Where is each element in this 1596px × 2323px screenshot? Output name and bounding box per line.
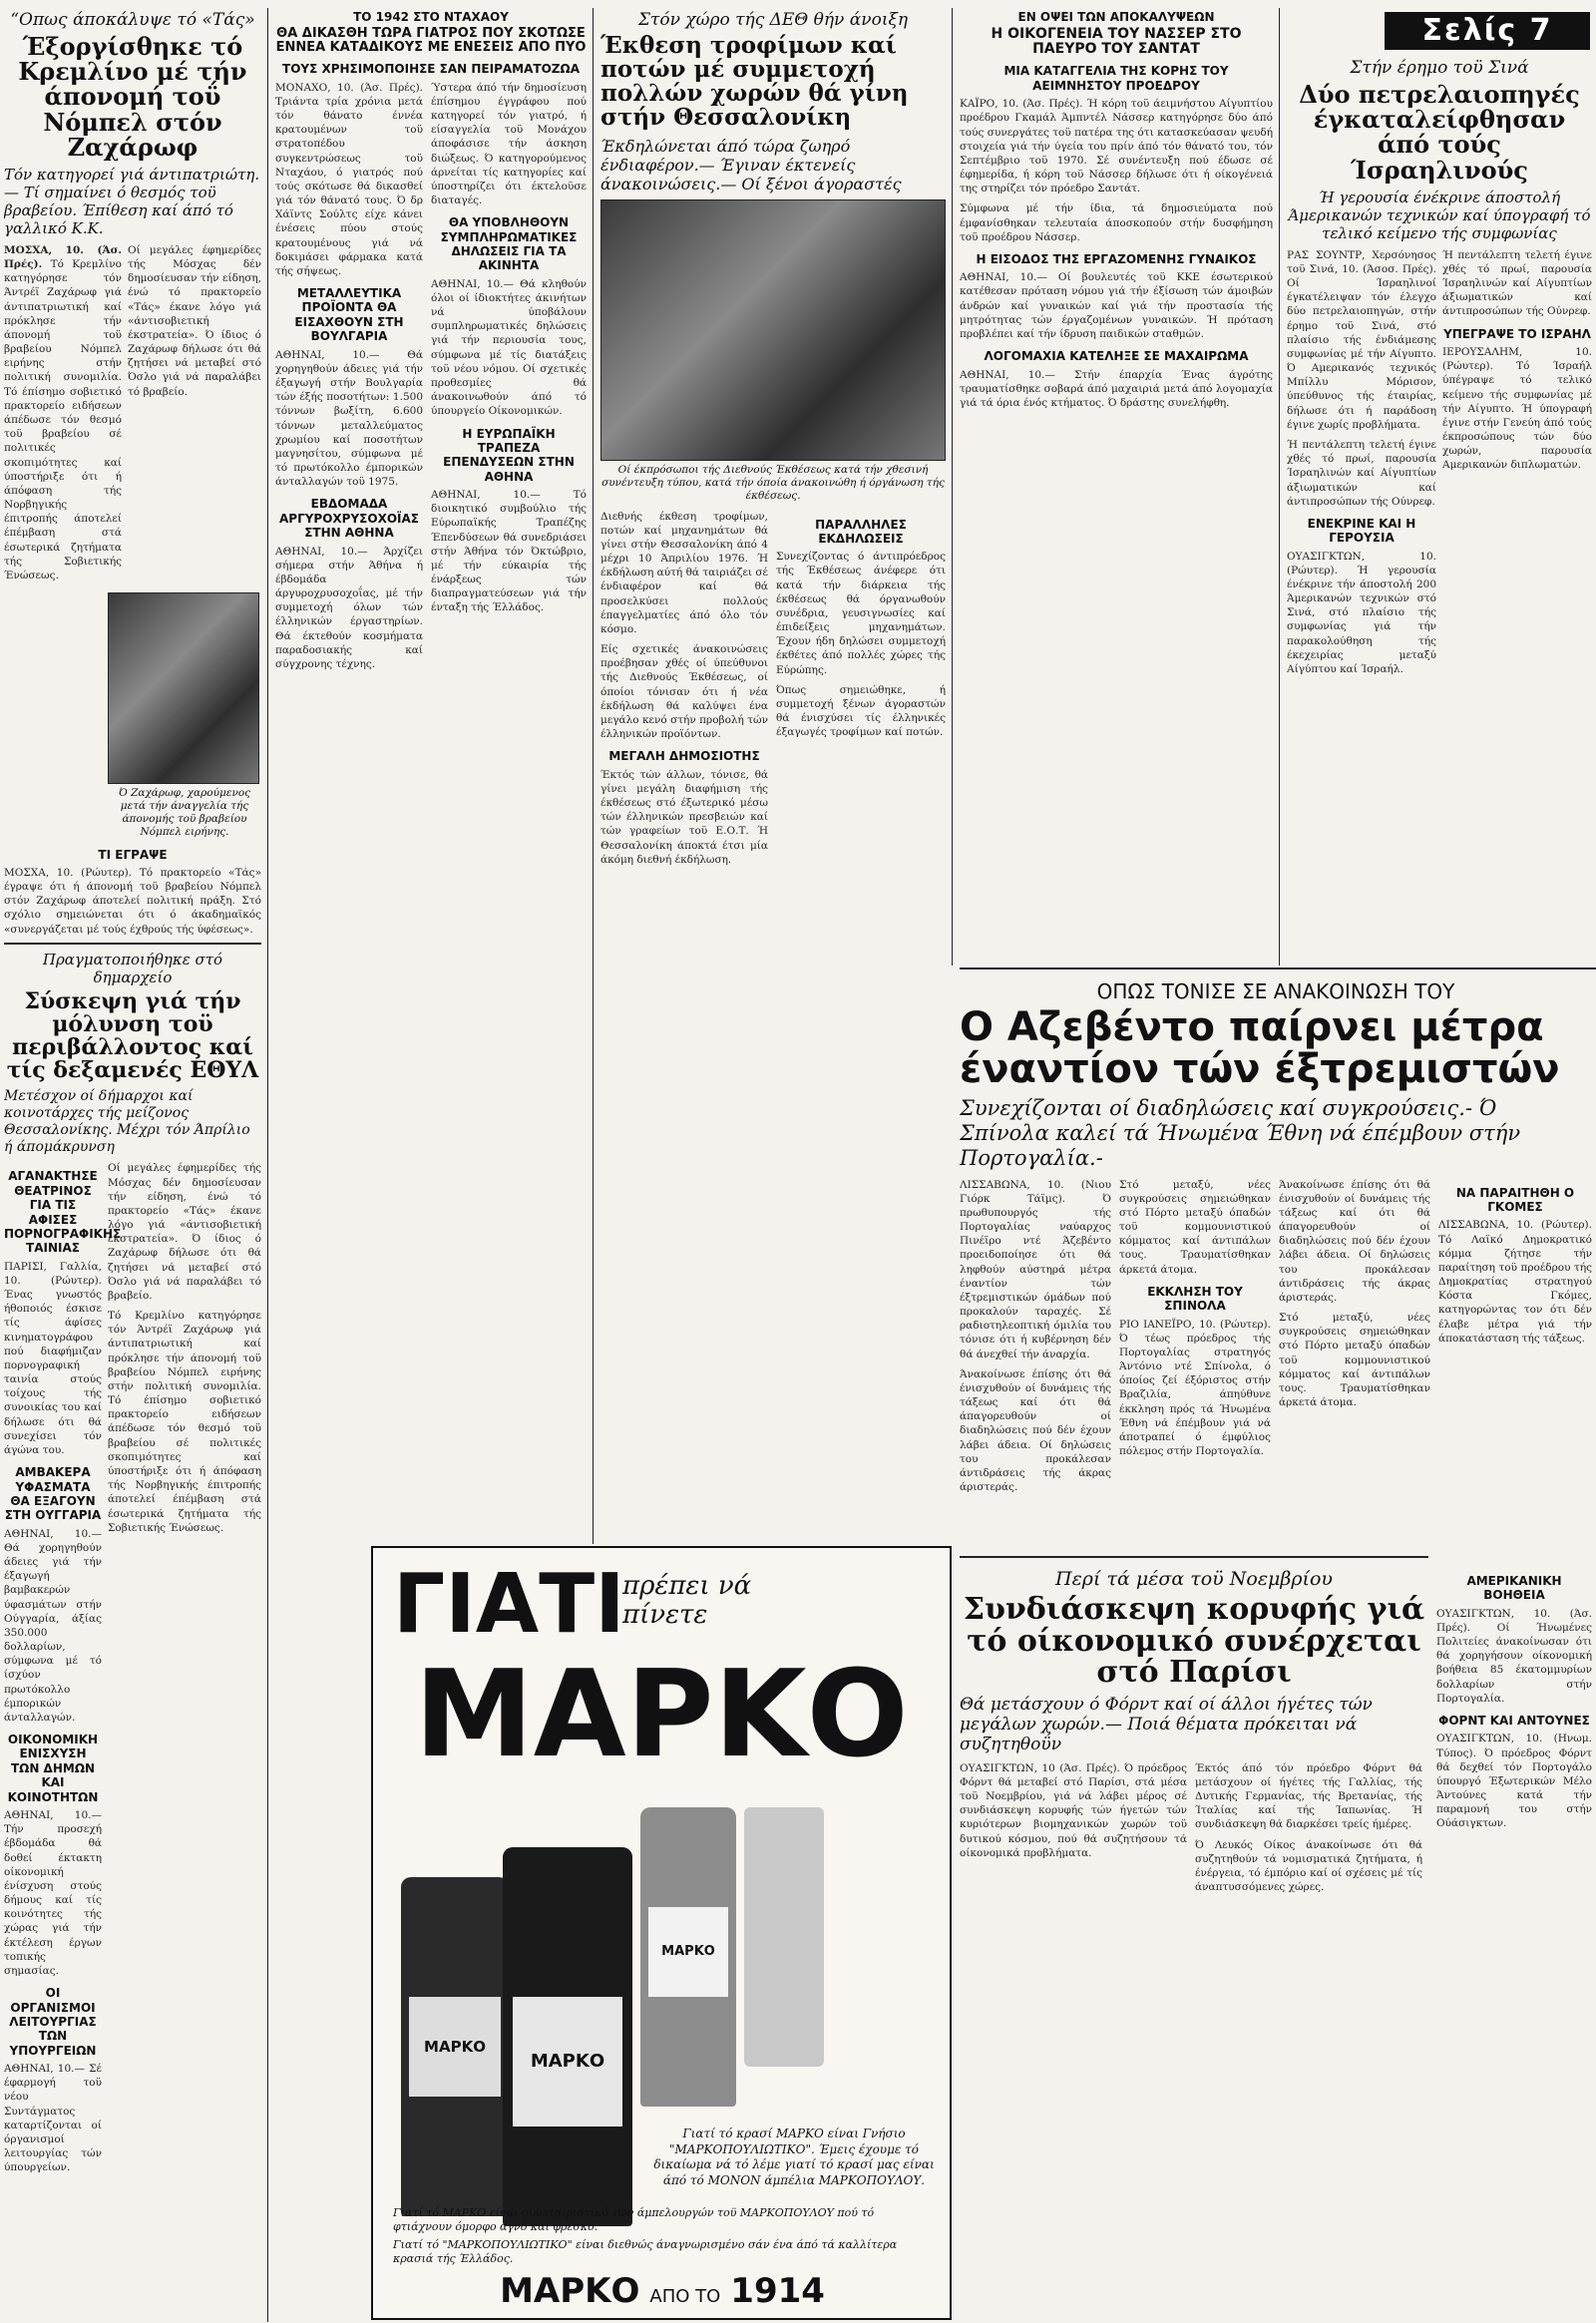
bottle-label: ΜΑΡΚΟ xyxy=(648,1907,728,1997)
ad-text-2: Γιατί τό ΜΑΡΚΟ είναι συνεταιριστικό τών άμπελουργών τοϋ ΜΑΡΚΟΠΟΥΛΟΥ πού τό φτιάχνουν όμορφο άγνό καί φρέσκο. xyxy=(393,2206,875,2234)
article-body: ΟΥΑΣΙΓΚΤΩΝ, 10 (Άσ. Πρές). Ό πρόεδρος Φόρντ θά μεταβεί στό Παρίσι, στά μέσα τοϋ Νοεμβρίου, γιά νά λάβει μέρος σέ συνδιάσκεψη κορυφής τών ήγετών τών κυριότερων βιομηχανικών χωρών τοϋ δυτικού κόσμου, πού θά συζητήσουν τά οίκονομικά προβλήματα. xyxy=(960,1761,1187,1859)
article-body: ΜΟΝΑΧΟ, 10. (Άσ. Πρές). Τριάντα τρία χρόνια μετά τόν θάνατο έννέα κρατουμένων τοϋ στρατοπέδου συγκεντρώσεως τοϋ Νταχάου, ό γιατρός πού τούς σκότωσε θά δικασθεί γιά τόν θάνατό τους. Ό δρ Χάϊντς Σούλτς είχε κάνει ένέσεις πύου στούς κρατουμένους γιά νά δοκιμάσει φάρμακα κατά τής σήψεως. xyxy=(275,81,423,277)
article-body: Σύμφωνα μέ τήν ίδια, τά δημοσιεύματα πού έμφανίσθηκαν τελευταία άποσκοπούν στήν δυσφήμηση τοϋ προέδρου Νάσσερ. xyxy=(960,202,1273,243)
article-body: ΑΘΗΝΑΙ, 10.— Στήν έπαρχία Ένας άγρότης τραυματίσθηκε σοβαρά άπό μαχαιριά μετά άπό λογομαχία γιά τά όρια ένός κτήματος. Ό δράστης συνελήφθη. xyxy=(960,368,1273,409)
bottle-right xyxy=(640,1807,736,2107)
article-body: ΑΘΗΝΑΙ, 10.— Οί βουλευτές τοϋ ΚΚΕ έσωτερικού κατέθεσαν πρόταση νόμου γιά τήν έξίσωση τών άμοιβών άνδρών καί γυναικών καί γιά τήν προστασία τής μητρότητας τών έργαζομένων γυναικών. Ή πρόταση προβλέπει καί τήν ίδρυση παιδικών σταθμών. xyxy=(960,271,1273,340)
section-rule xyxy=(960,968,1596,969)
ad-footer-year: 1914 xyxy=(730,2271,825,2311)
headline-summit: Συνδιάσκεψη κορυφής γιά τό οίκονομικό συνέρχεται στό Παρίσι xyxy=(963,1592,1425,1690)
subhead: ΠΑΡΑΛΛΗΛΕΣ ΕΚΔΗΛΩΣΕΙΣ xyxy=(815,517,907,546)
kicker: ΟΠΩΣ ΤΟΝΙΣΕ ΣΕ ΑΝΑΚΟΙΝΩΣΗ ΤΟΥ xyxy=(1096,979,1455,1003)
ad-text-3: Γιατί τό "ΜΑΡΚΟΠΟΥΛΙΩΤΙΚΟ" είναι διεθνώς άναγνωρισμένο σάν ένα άπό τά καλλίτερα κρασιά τής Έλλάδος. xyxy=(393,2238,898,2266)
article-body: Τό Κρεμλίνο κατηγόρησε τόν Άντρέϊ Ζαχάρωφ γιά άντιπατριωτική καί πρόκλησε τήν άπονομή τοϋ βραβείου Νόμπελ ειρήνης στήν πολιτική συνομιλία. Τό έπίσημο σοβιετικό πρακτορείο ειδήσεων άπέδωσε τόν θεσμό τοϋ βραβείου σέ πολιτικές σκοπιμότητες καί ύποστήριξε ότι ή άπόφαση τής Νορβηγικής έπιτροπής άποτελεί έπέμβαση στά έσωτερικά ζητήματα τής Σοβιετικής Ένώσεως. xyxy=(108,1310,261,1534)
article-body: ΟΥΑΣΙΓΚΤΩΝ, 10. (Ρώυτερ). Ή γερουσία ένέκρινε τήν άποστολή 200 Άμερικανών τεχνικών στό Σινά, στό πλαίσιο τής συμφωνίας γιά τήν παρακολούθηση τής έκεχειρίας μεταξύ Αίγύπτου καί Ίσραήλ. xyxy=(1287,550,1436,675)
subhead: ΕΒΔΟΜΑΔΑ ΑΡΓΥΡΟΧΡΥΣΟΧΟΪΑΣ ΣΤΗΝ ΑΘΗΝΑ xyxy=(279,497,419,541)
ad-must-drink: πρέπει νά πίνετε xyxy=(622,1571,752,1630)
article-body: ΟΥΑΣΙΓΚΤΩΝ, 10. (Άσ. Πρές). Οί Ήνωμένες Πολιτείες άνακοίνωσαν ότι θά χορηγήσουν οίκονομική βοήθεια 85 έκατομμυρίων δολλαρίων στήν Πορτογαλία. xyxy=(1436,1607,1592,1705)
deck: Συνεχίζονται οί διαδηλώσεις καί συγκρούσεις.- Ό Σπίνολα καλεί τά Ήνωμένα Έθνη νά έπέμβουν στήν Πορτογαλία.- xyxy=(960,1096,1521,1171)
article-body: Συνεχίζοντας ό άντιπρόεδρος τής Έκθέσεως άνέφερε ότι κατά τήν διάρκεια τής έκθέσεως θά όργανωθούν συνέδρια, γευσιγνωσίες καί έπιδείξεις μηχανημάτων. Έχουν ήδη δηλώσει συμμετοχή έκθέτες άπό πολλές χώρες τής Εύρώπης. xyxy=(776,551,946,676)
subhead: ΘΑ ΥΠΟΒΛΗΘΟΥΝ ΣΥΜΠΛΗΡΩΜΑΤΙΚΕΣ ΔΗΛΩΣΕΙΣ ΓΙΑ ΤΑ ΑΚΙΝΗΤΑ xyxy=(440,215,578,273)
article-body: ΑΘΗΝΑΙ, 10.— Σέ έφαρμογή τοϋ νέου Συντάγματος καταρτίζονται οί όργανισμοί λειτουργίας τών ύπουργείων. xyxy=(4,2063,102,2174)
column-1 xyxy=(4,8,261,2318)
column-rule xyxy=(952,8,953,966)
column-rule xyxy=(267,8,268,2322)
deck: Θά μετάσχουν ό Φόρντ καί οί άλλοι ήγέτες τών μεγάλων χωρών.— Ποιά θέματα πρόκειται νά συζητηθοΰν xyxy=(960,1694,1373,1755)
subhead: ΛΟΓΟΜΑΧΙΑ ΚΑΤΕΛΗΞΕ ΣΕ ΜΑΧΑΙΡΩΜΑ xyxy=(984,349,1249,364)
ad-text-1: Γιατί τό κρασί ΜΑΡΚΟ είναι Γνήσιο "ΜΑΡΚΟΠΟΥΛΙΩΤΙΚΟ". Έμεις έχουμε τό δικαίωμα νά τό λέμε γιατί τό κρασί μας είναι άπό τό ΜΟΝΟΝ άμπέλια ΜΑΡΚΟΠΟΥΛΟΥ. xyxy=(653,2127,935,2187)
column-rule xyxy=(1279,8,1280,966)
subhead: Η ΕΙΣΟΔΟΣ ΤΗΣ ΕΡΓΑΖΟΜΕΝΗΣ ΓΥΝΑΙΚΟΣ xyxy=(976,251,1257,266)
headline-azevedo: Ο Αζεβέντο παίρνει μέτρα έναντίον τών έξτρεμιστών xyxy=(960,1004,1560,1092)
kicker: ΕΝ ΟΨΕΙ ΤΩΝ ΑΠΟΚΑΛΥΨΕΩΝ xyxy=(1017,10,1215,24)
deck: Έκδηλώνεται άπό τώρα ζωηρό ένδιαφέρον.— Έγιναν έκτενείς άνακοινώσεις.— Οί ξένοι άγοραστές xyxy=(600,136,902,194)
subhead: ΜΕΓΑΛΗ ΔΗΜΟΣΙΟΤΗΣ xyxy=(608,749,760,764)
article-body: Άνακοίνωσε έπίσης ότι θά ένισχυθούν οί δυνάμεις τής τάξεως καί ότι θά άπαγορευθούν οί διαδηλώσεις πού δέν έχουν λάβει άδεια. Οί δηλώσεις του προκάλεσαν άντιδράσεις τής άκρας άριστεράς. xyxy=(1279,1178,1430,1304)
kicker: Περί τά μέσα τοϋ Νοεμβρίου xyxy=(1055,1568,1333,1590)
article-body: Έκτός άπό τόν πρόεδρο Φόρντ θά μετάσχουν οί ήγέτες τής Γαλλίας, τής Δυτικής Γερμανίας, τής Βρετανίας, τής Ίταλίας καί τής Ίαπωνίας. Ή συνδιάσκεψη θά διαρκέσει τρείς ήμέρες. xyxy=(1195,1761,1422,1831)
kicker: ΤΟ 1942 ΣΤΟ ΝΤΑΧΑΟΥ xyxy=(353,10,509,24)
kicker: Πραγματοποιήθηκε στό δημαρχείο xyxy=(42,950,223,986)
headline-kremlin: Έξοργίσθηκε τό Κρεμλίνο μέ τήν άπονομή τοΰ Νόμπελ στόν Ζαχάρωφ xyxy=(18,32,247,162)
headline-food-expo: Έκθεση τροφίμων καί ποτών μέ συμμετοχή πολλών χωρών θά γίνη στήν Θεσσαλονίκη xyxy=(600,32,909,132)
article-body: Διεθνής έκθεση τροφίμων, ποτών καί μηχανημάτων θά γίνει στήν Θεσσαλονίκη άπό 4 μέχρι 10 Άπριλίου 1976. Ή έκδήλωση αύτή θά ταιριάζει σέ ένδιαφέρον καί θά προσελκύσει πολλούς έπαγγελματίες άπό όλο τόν κόσμο. xyxy=(600,510,768,635)
sakharov-photo xyxy=(108,592,259,784)
article-body: Ύστερα άπό τήν δημοσίευση έπίσημου έγγράφου πού κατηγορεί τόν γιατρό, ή είσαγγελία τοϋ Μονάχου άποφάσισε τήν άσκηση διώξεως. Ό κατηγορούμενος άρνείται τίς κατηγορίες καί ύποστηρίζει ότι έκτελοϋσε διαταγές. xyxy=(431,81,587,207)
article-body: Οί μεγάλες έφημερίδες τής Μόσχας δέν δημοσίευσαν τήν είδηση, ένώ τό πρακτορείο «Τάς» έκανε λόγο γιά «άντισοβιετική έκστρατεία». Ό ίδιος ό Ζαχάρωφ δήλωσε ότι θά ζητήσει νά μεταβεί στό Όσλο γιά νά παραλάβει τό βραβείο. xyxy=(108,1162,261,1302)
subhead: ΤΟΥΣ ΧΡΗΣΙΜΟΠΟΙΗΣΕ ΣΑΝ ΠΕΙΡΑΜΑΤΟΖΩΑ xyxy=(282,62,580,77)
article-body: Ό Λευκός Οίκος άνακοίνωσε ότι θά συζητηθούν τά νομισματικά ζητήματα, ή ένέργεια, τό έμπόριο καί οί σχέσεις μέ τίς άναπτυσσόμενες χώρες. xyxy=(1195,1838,1422,1894)
article-body: Ή πεντάλεπτη τελετή έγινε χθές τό πρωί, παρουσία Ίσραηλινών καί Αίγυπτίων άξιωματικών καί άντιπροσώπων τής Ούνρεφ. xyxy=(1287,438,1436,508)
article-body: Στό μεταξύ, νέες συγκρούσεις σημειώθηκαν στό Πόρτο μεταξύ όπαδών τοϋ κομμουνιστικού κόμματος καί άντιπάλων τους. Τραυματίσθηκαν άρκετά άτομα. xyxy=(1119,1178,1271,1276)
subhead: ΕΝΕΚΡΙΝΕ ΚΑΙ Η ΓΕΡΟΥΣΙΑ xyxy=(1307,516,1416,546)
deck: Μετέσχον οί δήμαρχοι καί κοινοτάρχες τής μείζονος Θεσσαλονίκης. Μέχρι τόν Άπρίλιο ή άπομάκρυνση xyxy=(4,1088,250,1155)
bottle-label: ΜΑΡΚΟ xyxy=(513,1997,622,2127)
article-body: Έκτός τών άλλων, τόνισε, θά γίνει μεγάλη διαφήμιση τής έκθέσεως στό έξωτερικό μέσω τών έλληνικών πρεσβειών καί τών γραφείων τοϋ Ε.Ο.Τ. Ή Θεσσαλονίκη άποκτά έτσι μία άκόμη διεθνή έκδήλωση. xyxy=(600,768,768,866)
column-2 xyxy=(275,8,587,1534)
article-body: Στό μεταξύ, νέες συγκρούσεις σημειώθηκαν στό Πόρτο μεταξύ όπαδών τοϋ κομμουνιστικού κόμματος καί άντιπάλων τους. Τραυματίσθηκαν άρκετά άτομα. xyxy=(1279,1312,1430,1409)
photo-caption: Οί έκπρόσωποι τής Διεθνούς Έκθέσεως κατά τήν χθεσινή συνέντευξη τύπου, κατά τήν όποία άνακοινώθη ή όργάνωση τής έκθέσεως. xyxy=(601,464,945,503)
subhead: ΟΙΚΟΝΟΜΙΚΗ ΕΝΙΣΧΥΣΗ ΤΩΝ ΔΗΜΩΝ ΚΑΙ ΚΟΙΝΟΤΗΤΩΝ xyxy=(7,1733,99,1804)
article-body: ΜΟΣΧΑ, 10. (Ρώυτερ). Τό πρακτορείο «Τάς» έγραψε ότι ή άπονομή τοϋ βραβείου Νόμπελ στόν Ζαχάρωφ άποτελεί πολιτική πράξη. Στό σχόλιο σημειώνεται ότι ό άκαδημαϊκός «συνεργάζεται μέ τούς έχθρούς τής ύφέσεως». xyxy=(4,866,261,936)
subhead: ΥΠΕΓΡΑΨΕ ΤΟ ΙΣΡΑΗΛ xyxy=(1443,326,1591,341)
deck: Τόν κατηγορεί γιά άντιπατριώτη.— Τί σημαίνει ό θεσμός τοϋ βραβείου. Έπίθεση καί άπό τό γαλλικό Κ.Κ. xyxy=(4,165,260,237)
ad-footer xyxy=(433,2271,892,2311)
kicker: “Οπως άποκάλυψε τό «Τάς» xyxy=(10,10,255,30)
deck: Ή γερουσία ένέκρινε άποστολή Άμερικανών τεχνικών καί ύπογραφή τό τελικό κείμενο τής συμφωνίας xyxy=(1288,188,1591,242)
article-body: Όπως σημειώθηκε, ή συμμετοχή ξένων άγοραστών θά ένισχύσει τίς έλληνικές έξαγωγές τροφίμων καί ποτών. xyxy=(776,683,946,739)
headline-pollution: Σύσκεψη γιά τήν μόλυνση τοϋ περιβάλλοντος καί τίς δεξαμενές ΕΘΥΛ xyxy=(6,987,259,1084)
ad-footer-brand: ΜΑΡΚΟ xyxy=(500,2271,640,2311)
column-3 xyxy=(600,8,946,1285)
article-body: ΑΘΗΝΑΙ, 10.— Άρχίζει σήμερα στήν Άθήνα ή έβδομάδα άργυροχρυσοχοΐας, μέ τήν συμμετοχή όλων τών έλληνικών έργαστηρίων. Θά έκτεθούν κοσμήματα παραδοσιακής καί σύγχρονης τέχνης. xyxy=(275,545,423,670)
subhead: ΦΟΡΝΤ ΚΑΙ ΑΝΤΟΥΝΕΣ xyxy=(1438,1713,1590,1728)
article-body: ΑΘΗΝΑΙ, 10.— Τό διοικητικό συμβούλιο τής Εύρωπαϊκής Τραπέζης Έπενδύσεων θά συνεδριάσει στήν Άθήνα τόν Όκτώβριο, μέ τήν εύκαιρία τής ένάρξεως τών διαπραγματεύσεων γιά τήν ένταξη τής Έλλάδος. xyxy=(431,489,587,614)
kicker: Στόν χώρο τής ΔΕΘ θήν άνοιξη xyxy=(637,10,909,30)
subhead: ΑΓΑΝΑΚΤΗΣΕ ΘΕΑΤΡΙΝΟΣ ΓΙΑ ΤΙΣ ΑΦΙΣΕΣ ΠΟΡΝΟΓΡΑΦΙΚΗΣ ΤΑΙΝΙΑΣ xyxy=(4,1169,122,1256)
press-conference-photo xyxy=(600,199,946,461)
article-body: ΡΙΟ ΙΑΝΕΪΡΟ, 10. (Ρώυτερ). Ό τέως πρόεδρος τής Πορτογαλίας στρατηγός Άντόνιο ντέ Σπίνολα, ό όποίος ζεί έξόριστος στήν Βραζιλία, άπηύθυνε έκκληση πρός τά Ήνωμένα Έθνη νά έπέμβουν γιά νά άποτραπεί ό έμφύλιος πόλεμος στήν Πορτογαλία. xyxy=(1119,1318,1271,1458)
portugal-continuation xyxy=(1436,1566,1592,2314)
ad-brand: ΜΑΡΚΟ xyxy=(414,1646,909,1784)
subhead: Η ΕΥΡΩΠΑΪΚΗ ΤΡΑΠΕΖΑ ΕΠΕΝΔΥΣΕΩΝ ΣΤΗΝ ΑΘΗΝΑ xyxy=(443,426,575,484)
article-body: Είς σχετικές άνακοινώσεις προέβησαν χθές οί ύπεύθυνοι τής Διεθνούς Έκθέσεως, οί όποίοι τόνισαν ότι ή νέα έκδήλωση θά καλύψει ένα μεγάλο κενό στήν προβολή τών έλληνικών προϊόντων. xyxy=(600,643,768,741)
article-body: Οί μεγάλες έφημερίδες τής Μόσχας δέν δημοσίευσαν τήν είδηση, ένώ τό πρακτορείο «Τάς» έκανε λόγο γιά «άντισοβιετική έκστρατεία». Ό ίδιος ό Ζαχάρωφ δήλωσε ότι θά ζητήσει νά μεταβεί στό Όσλο γιά νά παραλάβει τό βραβείο. xyxy=(128,243,261,398)
photo-caption: Ό Ζαχάρωφ, χαρούμενος μετά τήν άναγγελία τής άπονομής τοϋ βραβείου Νόμπελ ειρήνης. xyxy=(118,787,251,839)
subhead: ΑΜΕΡΙΚΑΝΙΚΗ ΒΟΗΘΕΙΑ xyxy=(1466,1574,1562,1603)
headline-nasser: Η ΟΙΚΟΓΕΝΕΙΑ ΤΟΥ ΝΑΣΣΕΡ ΣΤΟ ΠΑΕΥΡΟ ΤΟΥ ΣΑΝΤΑΤ xyxy=(991,26,1242,57)
article-body: Ή πεντάλεπτη τελετή έγινε χθές τό πρωί, παρουσία Ίσραηλινών καί Αίγυπτίων άξιωματικών καί άντιπροσώπων τής Ούνρεφ. xyxy=(1442,248,1592,318)
headline-dachau: ΘΑ ΔΙΚΑΣΘΗ ΤΩΡΑ ΓΙΑΤΡΟΣ ΠΟΥ ΣΚΟΤΩΣΕ ΕΝΝΕΑ ΚΑΤΑΔΙΚΟΥΣ ΜΕ ΕΝΕΣΕΙΣ ΑΠΟ ΠΥΟ xyxy=(275,26,587,55)
article-body: ΟΥΑΣΙΓΚΤΩΝ, 10. (Ηνωμ. Τύπος). Ό πρόεδρος Φόρντ θά δεχθεί τόν Πορτογάλο ύπουργό Έξωτερικών Μέλο Άντούνες κατά τήν παραμονή του στήν Ούάσιγκτων. xyxy=(1436,1733,1592,1830)
article-body: ΑΘΗΝΑΙ, 10.— Τήν προσεχή έβδομάδα θά δοθεί έκτακτη οίκονομική ένίσχυση στούς δήμους καί τίς κοινότητες τής χώρας γιά τήν έκτέλεση έργων τοπικής σημασίας. xyxy=(4,1809,102,1977)
bottle-label: ΜΑΡΚΟ xyxy=(409,1997,501,2097)
dateline: ΜΟΣΧΑ, 10. (Άσ. Πρές). xyxy=(4,243,122,271)
article-body: ΑΘΗΝΑΙ, 10.— Θά κληθούν όλοι οί ίδιοκτήτες άκινήτων νά ύποβάλουν συμπληρωματικές δηλώσεις γιά τήν περιουσία τους, σύμφωνα μέ τίς διατάξεις τοϋ νέου νόμου. Οί σχετικές προθεσμίες θά άνακοινωθούν άπό τό ύπουργείο Οίκονομικών. xyxy=(431,277,587,418)
article-body: ΚΑΪΡΟ, 10. (Άσ. Πρές). Ή κόρη τοϋ άειμνήστου Αίγυπτίου προέδρου Γκαμάλ Άμπντέλ Νάσσερ κατηγόρησε δύο άπό τούς συνεργάτες τοϋ πατέρα της ότι κατασκεύασαν ψευδή στοιχεία γιά τήν ύγεία του πρίν άπό τόν θάνατό του, τόν Σεπτέμβριο τοϋ 1970. Σέ συνέντευξη πού έδωσε σέ έφημερίδα, ή κόρη τοϋ Νάσσερ δήλωσε ότι ή οίκογένειά της στηρίζει τόν πρόεδρο Σαντάτ. xyxy=(960,98,1273,195)
article-body: Άνακοίνωσε έπίσης ότι θά ένισχυθούν οί δυνάμεις τής τάξεως καί ότι θά άπαγορευθούν οί διαδηλώσεις πού δέν έχουν λάβει άδεια. Οί δηλώσεις του προκάλεσαν άντιδράσεις τής άκρας άριστεράς. xyxy=(960,1367,1111,1494)
marko-wine-ad xyxy=(371,1546,952,2320)
column-5 xyxy=(1287,56,1592,964)
bottle-left xyxy=(401,1877,509,2216)
bottle-back xyxy=(744,1807,824,2067)
page-number-logo: Σελίς 7 xyxy=(1385,12,1590,50)
subhead: ΜΕΤΑΛΛΕΥΤΙΚΑ ΠΡΟΪΟΝΤΑ ΘΑ ΕΙΣΑΧΘΟΥΝ ΣΤΗ ΒΟΥΛΓΑΡΙΑ xyxy=(294,286,404,344)
article-body: ΛΙΣΣΑΒΩΝΑ, 10. (Νιου Γιόρκ Τάϊμς). Ό πρωθυπουργός τής Πορτογαλίας ναύαρχος Πινέϊρο ντέ Άζεβέντο προειδοποίησε ότι θά ληφθούν αύστηρά μέτρα έναντίον τών έξτρεμιστικών όμάδων πού προκαλούν ταραχές. Σέ ραδιοτηλεοπτική όμιλία του τόνισε ότι ή κυβέρνηση δέν θά άνεχθεί τήν άναρχία. xyxy=(960,1178,1111,1360)
article-body: ΑΘΗΝΑΙ, 10.— Θά χορηγηθούν άδειες γιά τήν έξαγωγή στήν Βουλγαρία τών έξής ποσοτήτων: 1.500 τόννων βωξίτη, 6.600 τόννων μεταλλεύματος χρωμίου καί ποσοτήτων μαγνησίτου, σύμφωνα μέ τό πρωτόκολλο έμπορικών άνταλλαγών τοϋ 1975. xyxy=(275,348,423,489)
article-body: ΡΑΣ ΣΟΥΝΤΡ, Χερσόνησος τοϋ Σινά, 10. (Άσοσ. Πρές). Οί Ίσραηλινοί έγκατέλειψαν τόν έλεγχο δύο πετρελαιοπηγών, στήν έρημο τοϋ Σινά, στό πλαίσιο τής ένδιάμεσης συμφωνίας μέ τήν Αίγυπτο. Ό Αμερικανός τεχνικός Μπίλλυ Μόρισον, ύπεύθυνος τής έταιρίας, δήλωσε ότι ή παράδοση έγινε χωρίς προβλήματα. xyxy=(1287,248,1436,431)
subhead: ΤΙ ΕΓΡΑΨΕ xyxy=(98,847,168,862)
article-body: ΛΙΣΣΑΒΩΝΑ, 10. (Ρώυτερ). Τό Λαϊκό Δημοκρατικό κόμμα ζήτησε τήν παραίτηση τοϋ προέδρου τής Δημοκρατίας στρατηγού Κόστα Γκόμες, κατηγορώντας τον ότι δέν έλαβε μέτρα γιά τήν άποκατάσταση τής τάξεως. xyxy=(1438,1219,1592,1345)
bottle-center xyxy=(503,1847,632,2226)
ad-footer-since: ΑΠΟ ΤΟ xyxy=(649,2286,721,2307)
subhead: ΑΜΒΑΚΕΡΑ ΥΦΑΣΜΑΤΑ ΘΑ ΕΞΑΓΟΥΝ ΣΤΗ ΟΥΓΓΑΡΙΑ xyxy=(4,1465,102,1523)
column-rule xyxy=(593,8,594,1544)
article-body: ΑΘΗΝΑΙ, 10.— Θά χορηγηθούν άδειες γιά τήν έξαγωγή βαμβακερών ύφασμάτων στήν Ούγγαρία, άξίας 350.000 δολλαρίων, σύμφωνα μέ τό ίσχύον πρωτόκολλο έμπορικών άνταλλαγών. xyxy=(4,1527,102,1724)
subhead: ΝΑ ΠΑΡΑΙΤΗΘΗ Ο ΓΚΟΜΕΣ xyxy=(1455,1185,1575,1214)
article-body: ΠΑΡΙΣΙ, Γαλλία, 10. (Ρώυτερ). Ένας γνωστός ήθοποιός έσκισε τίς άφίσες κινηματογράφου πού διαφήμιζαν πορνογραφική ταινία στούς τοίχους τής συνοικίας του καί δήλωσε ότι θά συνεχίσει τόν άγώνα του. xyxy=(4,1260,102,1456)
subhead: ΕΚΚΛΗΣΗ ΤΟΥ ΣΠΙΝΟΛΑ xyxy=(1147,1284,1243,1314)
summit-story xyxy=(960,1566,1428,2314)
article-body: Τό Κρεμλίνο κατηγόρησε τόν Άντρέϊ Ζαχάρωφ γιά άντιπατριωτική καί πρόκλησε τήν άπονομή τοϋ βραβείου Νόμπελ ειρήνης στήν πολιτική συνομιλία. Τό έπίσημο σοβιετικό πρακτορείο ειδήσεων άπέδωσε τόν θεσμό τοϋ βραβείου σέ πολιτικές σκοπιμότητες καί ύποστήριξε ότι ή άπόφαση τής Νορβηγικής έπιτροπής άποτελεί έπέμβαση στά έσωτερικά ζητήματα τής Σοβιετικής Ένώσεως. xyxy=(4,258,123,581)
subhead: ΟΙ ΟΡΓΑΝΙΣΜΟΙ ΛΕΙΤΟΥΡΓΙΑΣ ΤΩΝ ΥΠΟΥΡΓΕΙΩΝ xyxy=(9,1986,97,2058)
article-body: ΙΕΡΟΥΣΑΛΗΜ, 10. (Ρώυτερ). Τό Ίσραήλ ύπέγραψε τό τελικό κείμενο τής συμφωνίας μέ τήν Αίγυπτο. Ή ύπογραφή έγινε στήν Γενεύη άπό τούς έκπροσώπους τών δύο χωρών, παρουσία Αμερικανών διπλωματών. xyxy=(1442,346,1592,472)
subhead: ΜΙΑ ΚΑΤΑΓΓΕΛΙΑ ΤΗΣ ΚΟΡΗΣ ΤΟΥ ΑΕΙΜΝΗΣΤΟΥ ΠΡΟΕΔΡΟΥ xyxy=(1003,64,1229,93)
ad-why: ΓΙΑΤΙ xyxy=(393,1557,625,1652)
headline-sinai: Δύο πετρελαιοπηγές έγκαταλείφθησαν άπό τούς Ίσραηλινούς xyxy=(1299,80,1580,185)
column-4 xyxy=(960,8,1273,964)
kicker: Στήν έρημο τοϋ Σινά xyxy=(1350,58,1529,78)
